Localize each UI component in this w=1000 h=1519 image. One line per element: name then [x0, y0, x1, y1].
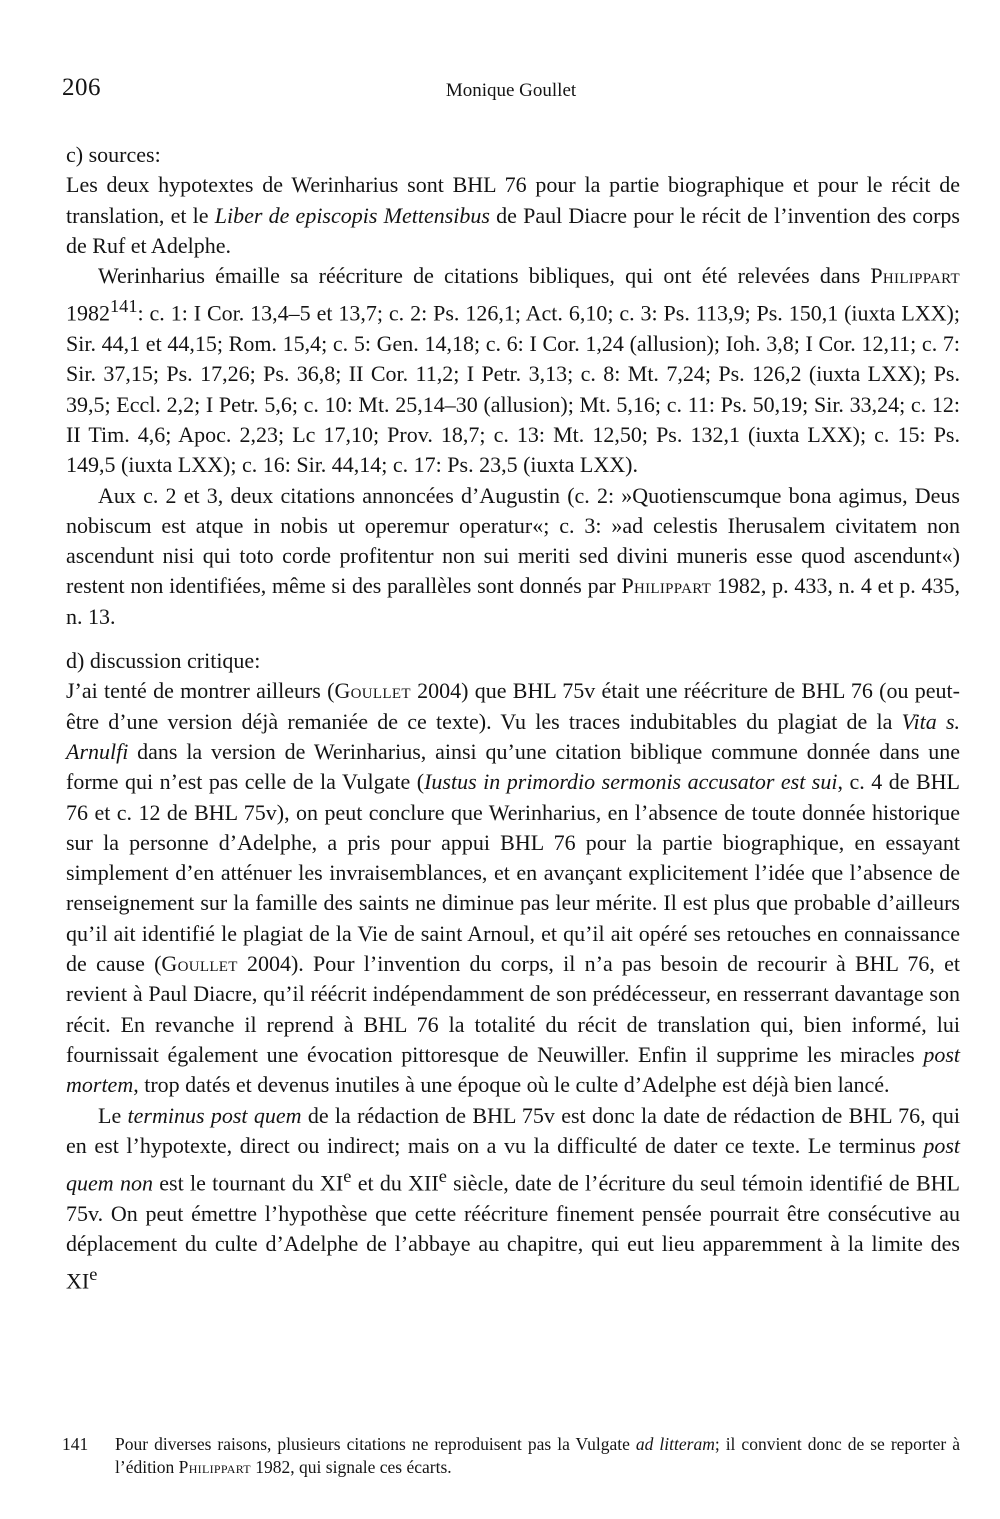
text-span: Werinharius émaille sa réécriture de citations bibliques, qui ont été relevées dans — [98, 263, 871, 289]
section-heading-sources: c) sources: — [66, 142, 161, 167]
footnote — [62, 1433, 960, 1479]
running-head-author: Monique Goullet — [445, 80, 577, 101]
author-name: Goullet — [334, 678, 411, 704]
text-span: de la rédaction de BHL 75v est donc la date de rédaction de BHL 76, qui en est l’hypotexte, direct ou indirect; mais on a vu la difficulté de dater ce texte. Le terminus — [66, 1102, 961, 1158]
paragraph-discussion-main — [66, 676, 960, 1100]
text-span: 2004) que BHL 75v était une réécriture de BHL 76 (ou peut-être d’une version déjà remaniée de ce texte). Vu les traces indubitables du plagiat de la — [66, 678, 960, 734]
latin-term: ad litteram — [635, 1434, 715, 1454]
work-title: Vita s. Arnulfi — [66, 708, 960, 764]
latin-term: post mortem — [66, 1041, 960, 1098]
latin-quotation: Iustus in primordio sermonis accusator est sui — [424, 769, 838, 795]
paragraph-sources-hypotexts — [66, 170, 960, 261]
ordinal-superscript: e — [89, 1264, 98, 1285]
ordinal-superscript: e — [343, 1166, 352, 1187]
text-span: : c. 1: I Cor. 13,4–5 et 13,7; c. 2: Ps. 126,1; Act. 6,10; c. 3: Ps. 113,9; Ps. 150,1 (iuxta LXX); Sir. 44,1 et 44,15; Rom. 15,4; c. 5: Gen. 14,18; c. 6: I Cor. 1,24 (allusion); Ioh. 3,8; I Cor. 12,11; c. 7: Sir. 37,15; Ps. 17,26; Ps. 36,8; II Cor. 11,2; I Petr. 3,13; c. 8: Mt. 7,24; Ps. 126,2 (iuxta LXX); Ps. 39,5; Eccl. 2,2; I Petr. 5,6; c. 10: Mt. 25,14–30 (allusion); Mt. 5,16; c. 11: Ps. 50,19; Sir. 33,24; c. 12: II Tim. 4,6; Apoc. 2,23; Lc 17,10; Prov. 18,7; c. 13: Mt. 12,50; Ps. 132,1 (iuxta LXX); c. 15: Ps. 149,5 (iuxta LXX); c. 16: Sir. 44,14; c. 17: Ps. 23,5 (iuxta LXX). — [66, 300, 960, 478]
section-discussion — [66, 646, 960, 1297]
main-text — [66, 140, 960, 1311]
text-span: siècle, date de l’écriture du seul témoin identifié de BHL 75v. On peut émettre l’hypothèse que cette réécriture finement pensée pourrait être consécutive au déplacement du culte d’Adelphe de l’abbaye au chapitre, qui eut lieu apparemment à la limite des XI — [66, 1170, 960, 1294]
paragraph-discussion-dating — [66, 1101, 960, 1297]
ordinal-superscript: e — [438, 1166, 447, 1187]
text-span: , trop datés et devenus inutiles à une époque où le culte d’Adelphe est déjà bien lancé. — [133, 1072, 890, 1098]
paragraph-sources-augustine — [66, 481, 960, 632]
footnote-text — [115, 1433, 960, 1479]
page-number: 206 — [62, 74, 101, 101]
page-header — [62, 74, 960, 110]
section-sources — [66, 140, 960, 632]
text-span: , c. 4 de BHL 76 et c. 12 de BHL 75v), on peut conclure que Werinharius, en l’absence de toute donnée historique sur la personne d’Adelphe, a pris pour appui BHL 76 pour la partie biographique, en essayant simplement d’en atténuer les invraisemblances, et en avançant explicitement l’idée que l’absence de renseignement sur la famille des saints ne diminue pas leur mérite. Il est plus que probable d’ailleurs qu’il ait identifié le plagiat de la Vie de saint Arnoul, et qu’il ait opéré ses retouches en connaissance de cause ( — [66, 769, 960, 977]
text-span: Le — [98, 1102, 128, 1128]
author-name: Philippart — [178, 1457, 251, 1477]
text-span: est le tournant du XI — [152, 1170, 344, 1196]
text-span: et du XII — [351, 1170, 439, 1196]
work-title: Liber de episcopis Mettensibus — [214, 202, 490, 228]
text-span: de Paul Diacre pour le récit de l’invention des corps de Ruf et Adelphe. — [66, 202, 960, 258]
footnotes — [62, 1433, 960, 1479]
text-span: 2004). Pour l’invention du corps, il n’a pas besoin de recourir à BHL 76, et revient à Paul Diacre, qu’il réécrit indépendamment de son prédécesseur, en resserrant davantage son récit. En revanche il reprend à BHL 76 la totalité du récit de translation qui, bien informé, lui fournissait également une évocation pittoresque de Neuwiller. Enfin il supprime les miracles — [66, 951, 960, 1067]
text-span: J’ai tenté de montrer ailleurs ( — [66, 678, 335, 704]
latin-term: terminus post quem — [127, 1102, 302, 1128]
latin-term: post quem non — [66, 1132, 960, 1196]
section-heading-discussion: d) discussion critique: — [66, 648, 261, 674]
paragraph-sources-citations — [66, 261, 960, 480]
text-span: Aux c. 2 et 3, deux citations annoncées d’Augustin (c. 2: »Quotienscumque bona agimus, Deus nobiscum est atque in nobis ut operemur operatur«; c. 3: »ad celestis Iherusalem civitatem non ascendunt nisi qui toto corde profitentur non sui meriti sed divini muneris esse quod ascendunt«) restent non identifiées, même si des parallèles sont donnés par — [66, 482, 960, 599]
text-span: Pour diverses raisons, plusieurs citations ne reproduisent pas la Vulgate — [115, 1434, 636, 1454]
text-span: dans la version de Werinharius, ainsi qu’une citation biblique commune donnée dans une forme qui n’est pas celle de la Vulgate ( — [66, 738, 960, 795]
text-span: 1982 — [66, 300, 110, 326]
text-span: Les deux hypotextes de Werinharius sont BHL 76 pour la partie biographique et pour le récit de translation, et le — [66, 172, 960, 228]
author-name: Goullet — [161, 951, 238, 977]
text-span: 1982, p. 433, n. 4 et p. 435, n. 13. — [66, 573, 960, 629]
author-name: Philippart — [870, 263, 960, 289]
author-name: Philippart — [621, 573, 712, 599]
footnote-number: 141 — [62, 1434, 89, 1454]
text-span: 1982, qui signale ces écarts. — [250, 1457, 452, 1477]
text-span: ; il convient donc de se reporter à l’édition — [115, 1434, 960, 1477]
footnote-reference: 141 — [110, 296, 138, 317]
